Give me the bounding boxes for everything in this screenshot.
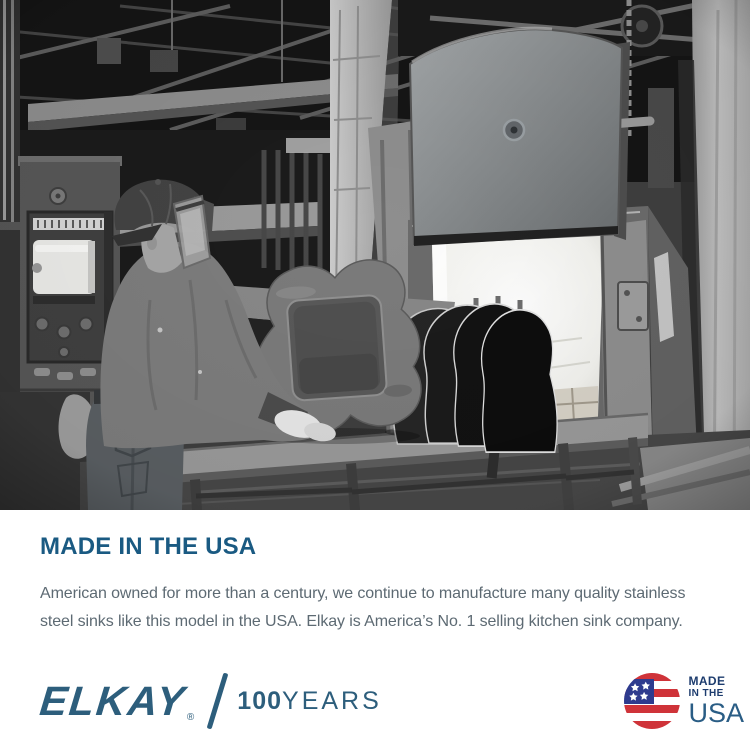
content-section <box>0 510 750 730</box>
body-text <box>40 580 710 636</box>
logo-slash-divider <box>207 673 229 730</box>
made-in-usa-badge <box>624 673 744 729</box>
page-title: MADE IN THE USA <box>40 533 257 560</box>
logo-100: 100 <box>237 686 283 715</box>
elkay-100-years-logo <box>37 672 382 730</box>
badge-usa: USA <box>688 698 744 729</box>
footer <box>37 672 744 730</box>
body-line-1: American owned for more than a century, we continue to manufacture many quality stainless <box>40 585 686 603</box>
registered-trademark-symbol: ® <box>186 712 195 724</box>
logo-years: YEARS <box>282 686 382 715</box>
badge-text <box>688 675 744 727</box>
badge-made: MADE <box>688 674 726 689</box>
body-line-2: steel sinks like this model in the USA. Elkay is America’s No. 1 selling kitchen sink company. <box>40 613 683 631</box>
usa-flag-icon <box>624 673 680 729</box>
elkay-wordmark: ELKAY <box>37 677 189 724</box>
badge-in-the: IN THE <box>688 688 724 700</box>
